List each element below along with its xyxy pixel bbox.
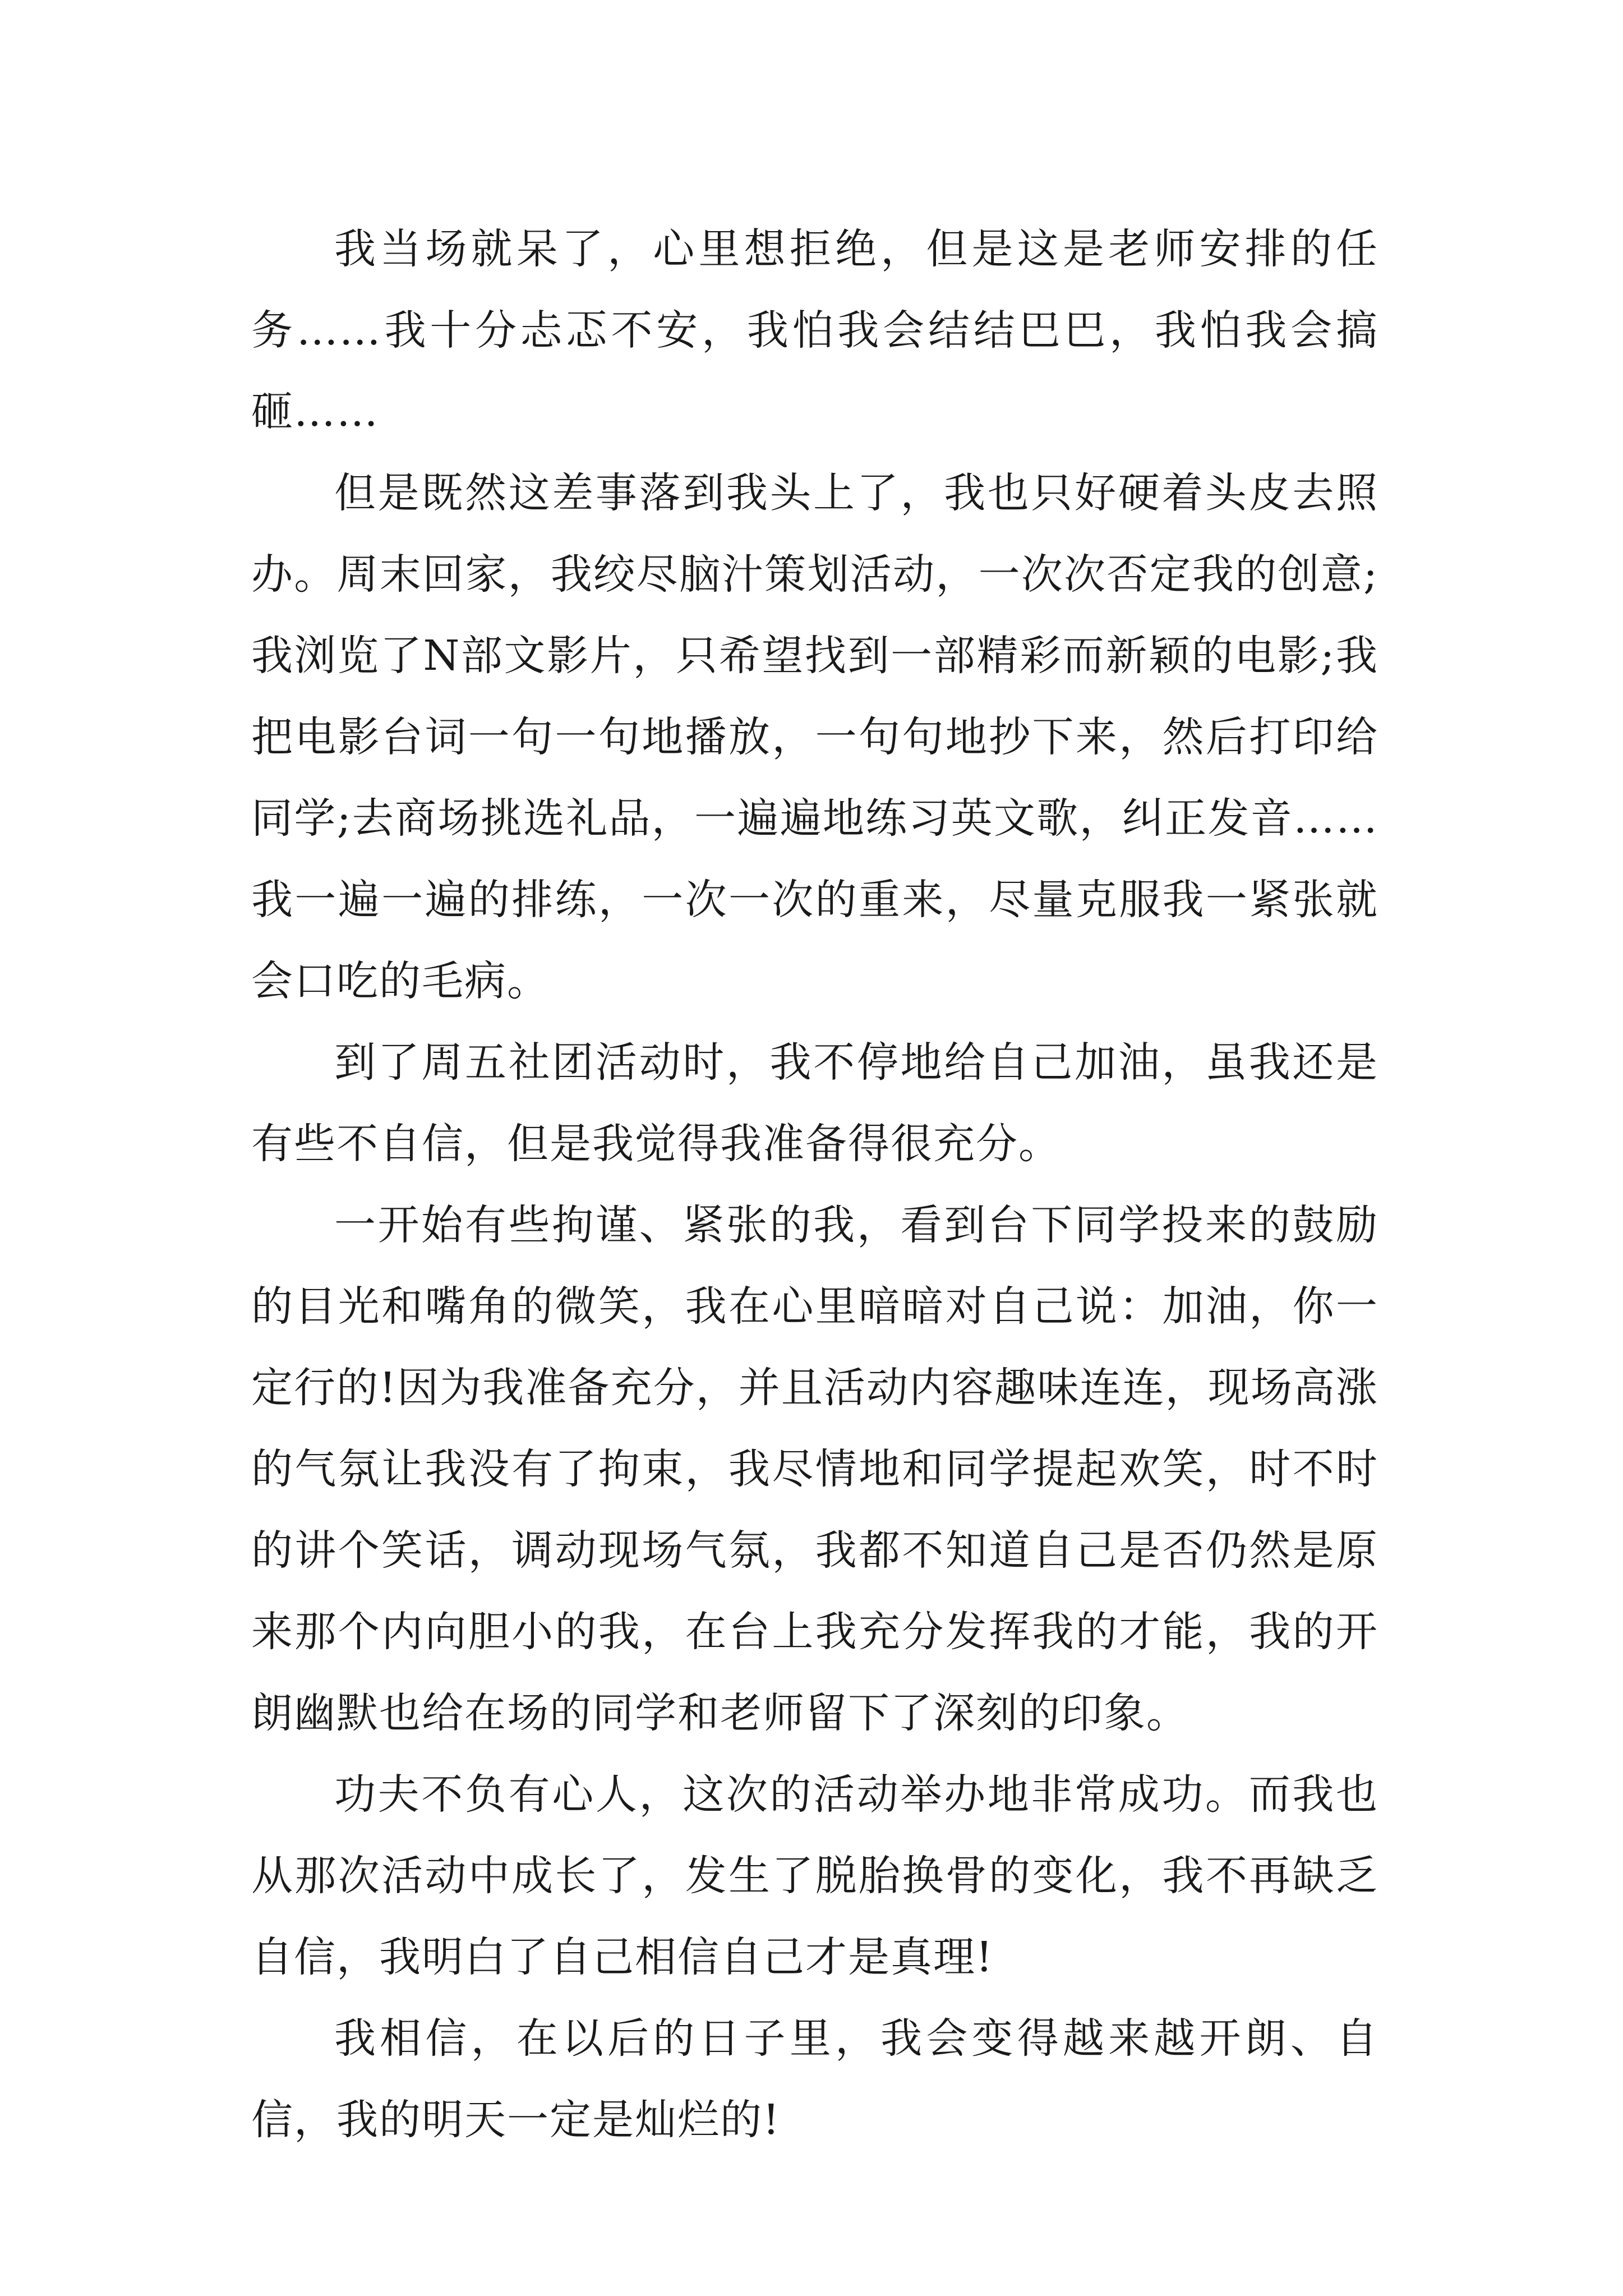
paragraph: 我当场就呆了，心里想拒绝，但是这是老师安排的任务……我十分忐忑不安，我怕我会结结巴巴，我怕我会搞砸…… [251,225,1378,436]
paragraph: 但是既然这差事落到我头上了，我也只好硬着头皮去照办。周末回家，我绞尽脑汁策划活动，一次次否定我的创意;我浏览了N部文影片，只希望找到一部精彩而新颖的电影;我把电影台词一句一句地播放，一句句地抄下来，然后打印给同学;去商场挑选礼品，一遍遍地练习英文歌，纠正发音……我一遍一遍的排练，一次一次的重来，尽量克服我一紧张就会口吃的毛病。 [251,469,1378,1005]
document-body [251,209,1378,2161]
paragraph: 我相信，在以后的日子里，我会变得越来越开朗、自信，我的明天一定是灿烂的! [251,2014,1378,2144]
paragraph: 一开始有些拘谨、紧张的我，看到台下同学投来的鼓励的目光和嘴角的微笑，我在心里暗暗对自己说：加油，你一定行的!因为我准备充分，并且活动内容趣味连连，现场高涨的气氛让我没有了拘束，我尽情地和同学提起欢笑，时不时的讲个笑话，调动现场气氛，我都不知道自己是否仍然是原来那个内向胆小的我，在台上我充分发挥我的才能，我的开朗幽默也给在场的同学和老师留下了深刻的印象。 [251,1201,1378,1737]
paragraph: 功夫不负有心人，这次的活动举办地非常成功。而我也从那次活动中成长了，发生了脱胎换骨的变化，我不再缺乏自信，我明白了自己相信自己才是真理! [251,1770,1378,1981]
paragraph: 到了周五社团活动时，我不停地给自己加油，虽我还是有些不自信，但是我觉得我准备得很充分。 [251,1038,1378,1168]
